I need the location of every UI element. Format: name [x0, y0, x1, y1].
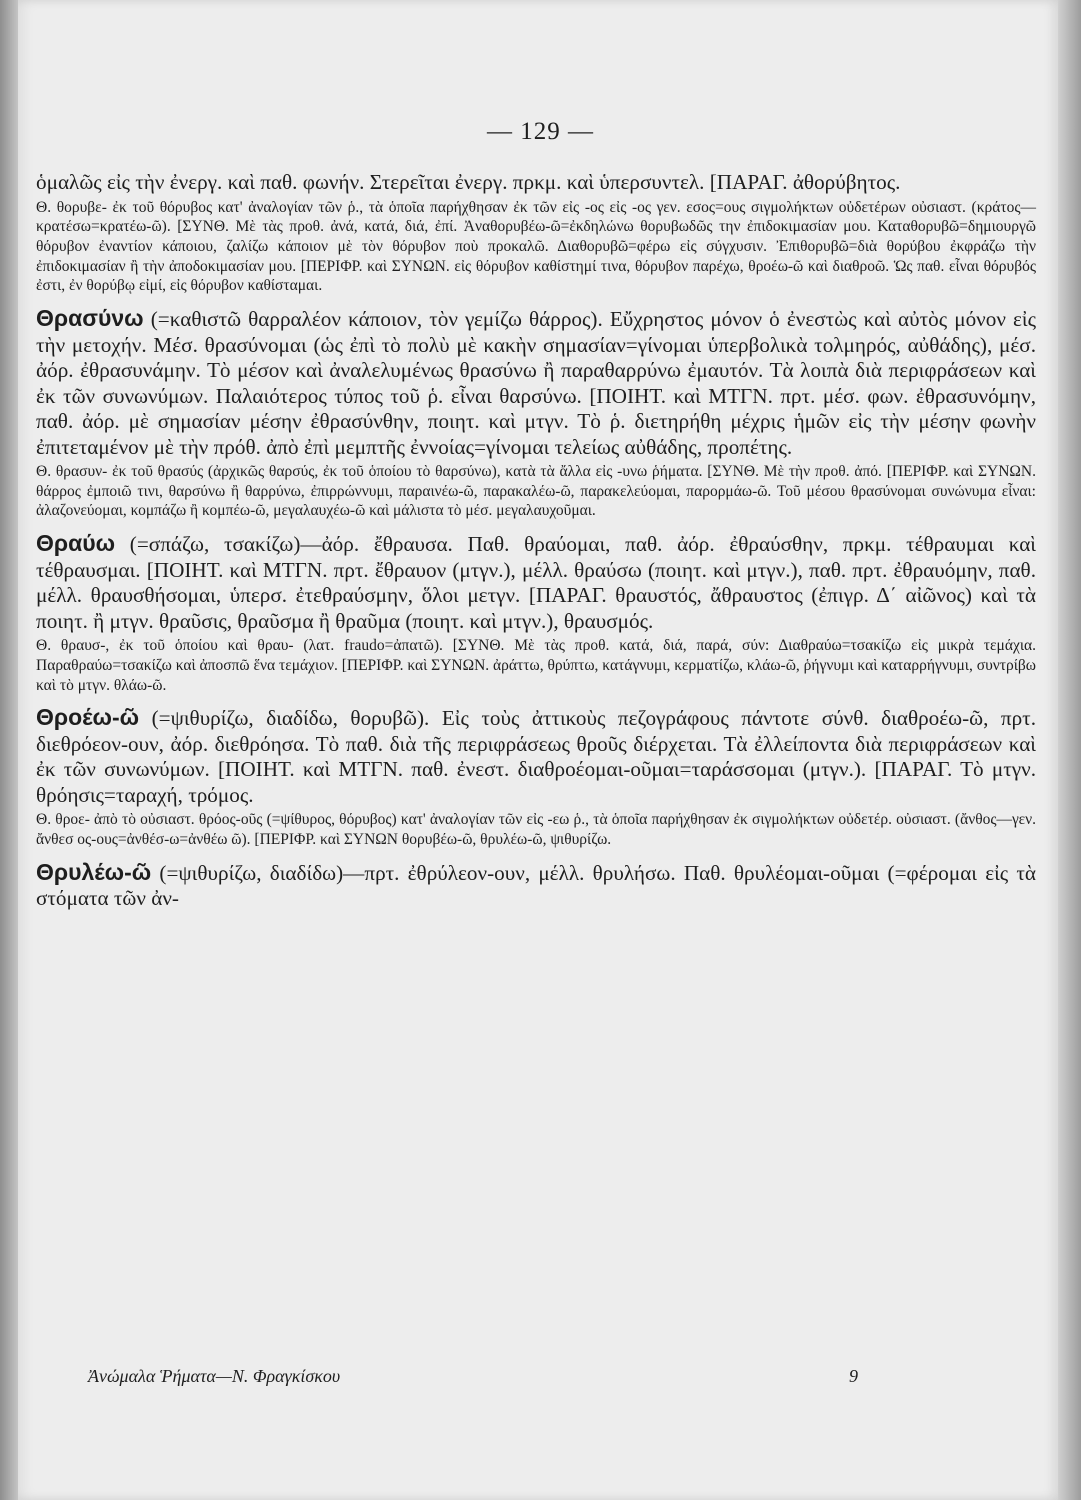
- entry-note: Θ. θρασυν- ἐκ τοῦ θρασύς (ἀρχικῶς θαρσύς, ἐκ τοῦ ὁποίου τὸ θαρσύνω), κατὰ τὰ ἄλλα εἰς -υνω ῥήματα. [ΣΥΝΘ. Μὲ τὴν προθ. ἀπό. [ΠΕΡΙΦΡ. καὶ ΣΥΝΩΝ. θάρρος ἐμποιῶ τινι, θαρσύνω ἢ θαρρύνω, ἐπιρρώννυμι, παραινέω-ῶ, παρακαλέω-ῶ, παρακελεύομαι, παρορμάω-ῶ. Τοῦ μέσου θρασύνομαι συνώνυμα εἶναι: ἀλαζονεύομαι, κομπάζω ἢ κομπέω-ῶ, μεγαλαυχέω-ῶ καὶ μάλιστα τὸ μέσ. μεγαλαυχοῦμαι.: [36, 463, 1036, 520]
- entry-body: (=ψιθυρίζω, διαδίδω, θορυβῶ). Εἰς τοὺς ἀττικοὺς πεζογράφους πάντοτε σύνθ. διαθροέω-ῶ, πρτ. διεθρόεον-ουν, ἀόρ. διεθρόησα. Τὸ παθ. διὰ τῆς περιφράσεως θροῦς διέρχεται. Τὰ ἐλλείποντα διὰ περιφράσεων καὶ ἐκ τῶν συνωνύμων. [ΠΟΙΗΤ. καὶ ΜΤΓΝ. παθ. ἐνεστ. διαθροέομαι-οῦμαι=ταράσσομαι (μτγν.). [ΠΑΡΑΓ. Τὸ μτγν. θρόησις=ταραχή, τρόμος.: [36, 706, 1036, 807]
- page-footer: [88, 1366, 858, 1387]
- continuation-text: ὁμαλῶς εἰς τὴν ἐνεργ. καὶ παθ. φωνήν. Στερεῖται ἐνεργ. πρκμ. καὶ ὑπερσυντελ. [ΠΑΡΑΓ. ἀθορύβητος.: [36, 170, 901, 194]
- page-number: — 129 —: [487, 118, 594, 145]
- entry-body: (=σπάζω, τσακίζω)—ἀόρ. ἔθραυσα. Παθ. θραύομαι, παθ. ἀόρ. ἐθραύσθην, πρκμ. τέθραυμαι καὶ τέθραυσμαι. [ΠΟΙΗΤ. καὶ ΜΤΓΝ. πρτ. ἔθραυον (μτγν.), μέλλ. θραύσω (ποιητ. καὶ μτγν.), παθ. πρτ. ἐθραυόμην, παθ. μέλλ. θραυσθήσομαι, ὑπερσ. ἐτεθραύσμην, ὅλοι μετγν. [ΠΑΡΑΓ. θραυστός, ἄθραυστος (ἐπιγρ. Δ΄ αἰῶνος) καὶ τὰ ποιητ. ἢ μτγν. θραῦσις, θραῦσμα ἢ θραῦμα (ποιητ. καὶ μτγν.), θραυσμός.: [36, 532, 1036, 633]
- entry-thryleo: [36, 860, 1036, 912]
- entry-note: Θ. θροε- ἀπὸ τὸ οὐσιαστ. θρόος-οῦς (=ψίθυρος, θόρυβος) κατ' ἀναλογίαν τῶν εἰς -εω ῥ., τὰ ὁποῖα παρήχθησαν ἐκ σιγμολήκτων οὐδετέρ. οὐσιαστ. (ἄνθος—γεν. ἄνθεσ ος-ους=ἀνθέσ-ω=ἀνθέω ῶ). [ΠΕΡΙΦΡ. καὶ ΣΥΝΩΝ θορυβέω-ῶ, θρυλέω-ῶ, ψιθυρίζω.: [36, 811, 1036, 848]
- entry-throeo: [36, 705, 1036, 808]
- footer-title: Ἀνώμαλα Ῥήματα—Ν. Φραγκίσκου: [88, 1366, 341, 1386]
- entry-note: Θ. θραυσ-, ἐκ τοῦ ὁποίου καὶ θραυ- (λατ. fraudo=ἀπατῶ). [ΣΥΝΘ. Μὲ τὰς προθ. κατά, διά, παρά, σύν: Διαθραύω=τσακίζω εἰς μικρὰ τεμάχια. Παραθραύω=τσακίζω καὶ ἀποσπῶ ἕνα τεμάχιον. [ΠΕΡΙΦΡ. καὶ ΣΥΝΩΝ. ἀράττω, θρύπτω, κατάγνυμι, κερματίζω, κλάω-ῶ, ῥήγνυμι καὶ καταρρήγνυμι, συντρίβω καὶ τὸ μτγν. θλάω-ῶ.: [36, 637, 1036, 694]
- footer-signature: 9: [849, 1366, 858, 1386]
- entry-lemma: Θραύω: [36, 530, 116, 557]
- entry-body: (=καθιστῶ θαρραλέον κάποιον, τὸν γεμίζω θάρρος). Εὔχρηστος μόνον ὁ ἐνεστὼς καὶ αὐτὸς μόνον εἰς τὴν μετοχήν. Μέσ. θρασύνομαι (ὡς ἐπὶ τὸ πολὺ μὲ κακὴν σημασίαν=γίνομαι ὑπερβολικὰ τολμηρός, αὐθάδης), μέσ. ἀόρ. ἐθρασυνάμην. Τὸ μέσον καὶ ἀναλελυμένως θρασύνω ἢ παραθαρρύνω ἐμαυτόν. Τὰ λοιπὰ διὰ περιφράσεων καὶ ἐκ τῶν συνωνύμων. Παλαιότερος τύπος τοῦ ῥ. εἶναι θαρσύνω. [ΠΟΙΗΤ. καὶ ΜΤΓΝ. πρτ. μέσ. φων. ἐθρασυνόμην, παθ. ἀόρ. μὲ σημασίαν μέσην ἐθρασύνθην, ποιητ. καὶ μτγν. Τὸ ῥ. διετηρήθη μέχρις ἡμῶν εἰς τὴν μέσην φωνὴν ἐπιτεταμένον μὲ τὴν πρόθ. ἀπὸ ἐπὶ μεμπτῆς ἐννοίας=γίνομαι τελείως αὐθάδης, προπέτης.: [36, 307, 1037, 459]
- continuation-note: Θ. θορυβε- ἐκ τοῦ θόρυβος κατ' ἀναλογίαν τῶν ῥ., τὰ ὁποῖα παρήχθησαν ἐκ τῶν εἰς -ος εἰς -ος γεν. εσος=ους σιγμολήκτων οὐδετέρων οὐσιαστ. (κράτος—κρατέσω=κρατέω-ῶ). [ΣΥΝΘ. Μὲ τὰς προθ. ἀνά, κατά, διά, ἐπί. Ἀναθορυβέω-ῶ=ἐκδηλώνω θορυβωδῶς την ἐπιδοκιμασίαν μου. Καταθορυβῶ=δημιουργῶ θόρυβον ἐναντίον κάποιου, ζαλίζω κάποιον μὲ τὸν θόρυβον ποὺ προκαλῶ. Διαθορυβῶ=φέρω εἰς σύγχυσιν. Ἐπιθορυβῶ=διὰ θορύβου ἐκφράζω τὴν ἐπιδοκιμασίαν ἢ τὴν ἀποδοκιμασίαν μου. [ΠΕΡΙΦΡ. καὶ ΣΥΝΩΝ. εἰς θόρυβον καθίστημί τινα, θόρυβον παρέχω, θροέω-ῶ καὶ διαθροῶ. Ὡς παθ. εἶναι θόρυβός ἐστι, ἐν θορύβῳ εἰμί, εἰς θόρυβον καθίσταμαι.: [36, 198, 1036, 295]
- scan-edge-left: [0, 0, 18, 1500]
- scan-edge-right: [1058, 0, 1081, 1500]
- entry-lemma: Θρασύνω: [36, 305, 144, 332]
- page-body: [36, 170, 1036, 912]
- entry-thrauo: [36, 531, 1036, 634]
- entry-thrasyno: [36, 306, 1036, 460]
- entry-lemma: Θροέω-ῶ: [36, 704, 140, 731]
- entry-lemma: Θρυλέω-ῶ: [36, 858, 152, 885]
- entry-body: (=ψιθυρίζω, διαδίδω)—πρτ. ἐθρύλεον-ουν, μέλλ. θρυλήσω. Παθ. θρυλέομαι-οῦμαι (=φέρομαι εἰς τὰ στόματα τῶν ἀν-: [36, 860, 1036, 911]
